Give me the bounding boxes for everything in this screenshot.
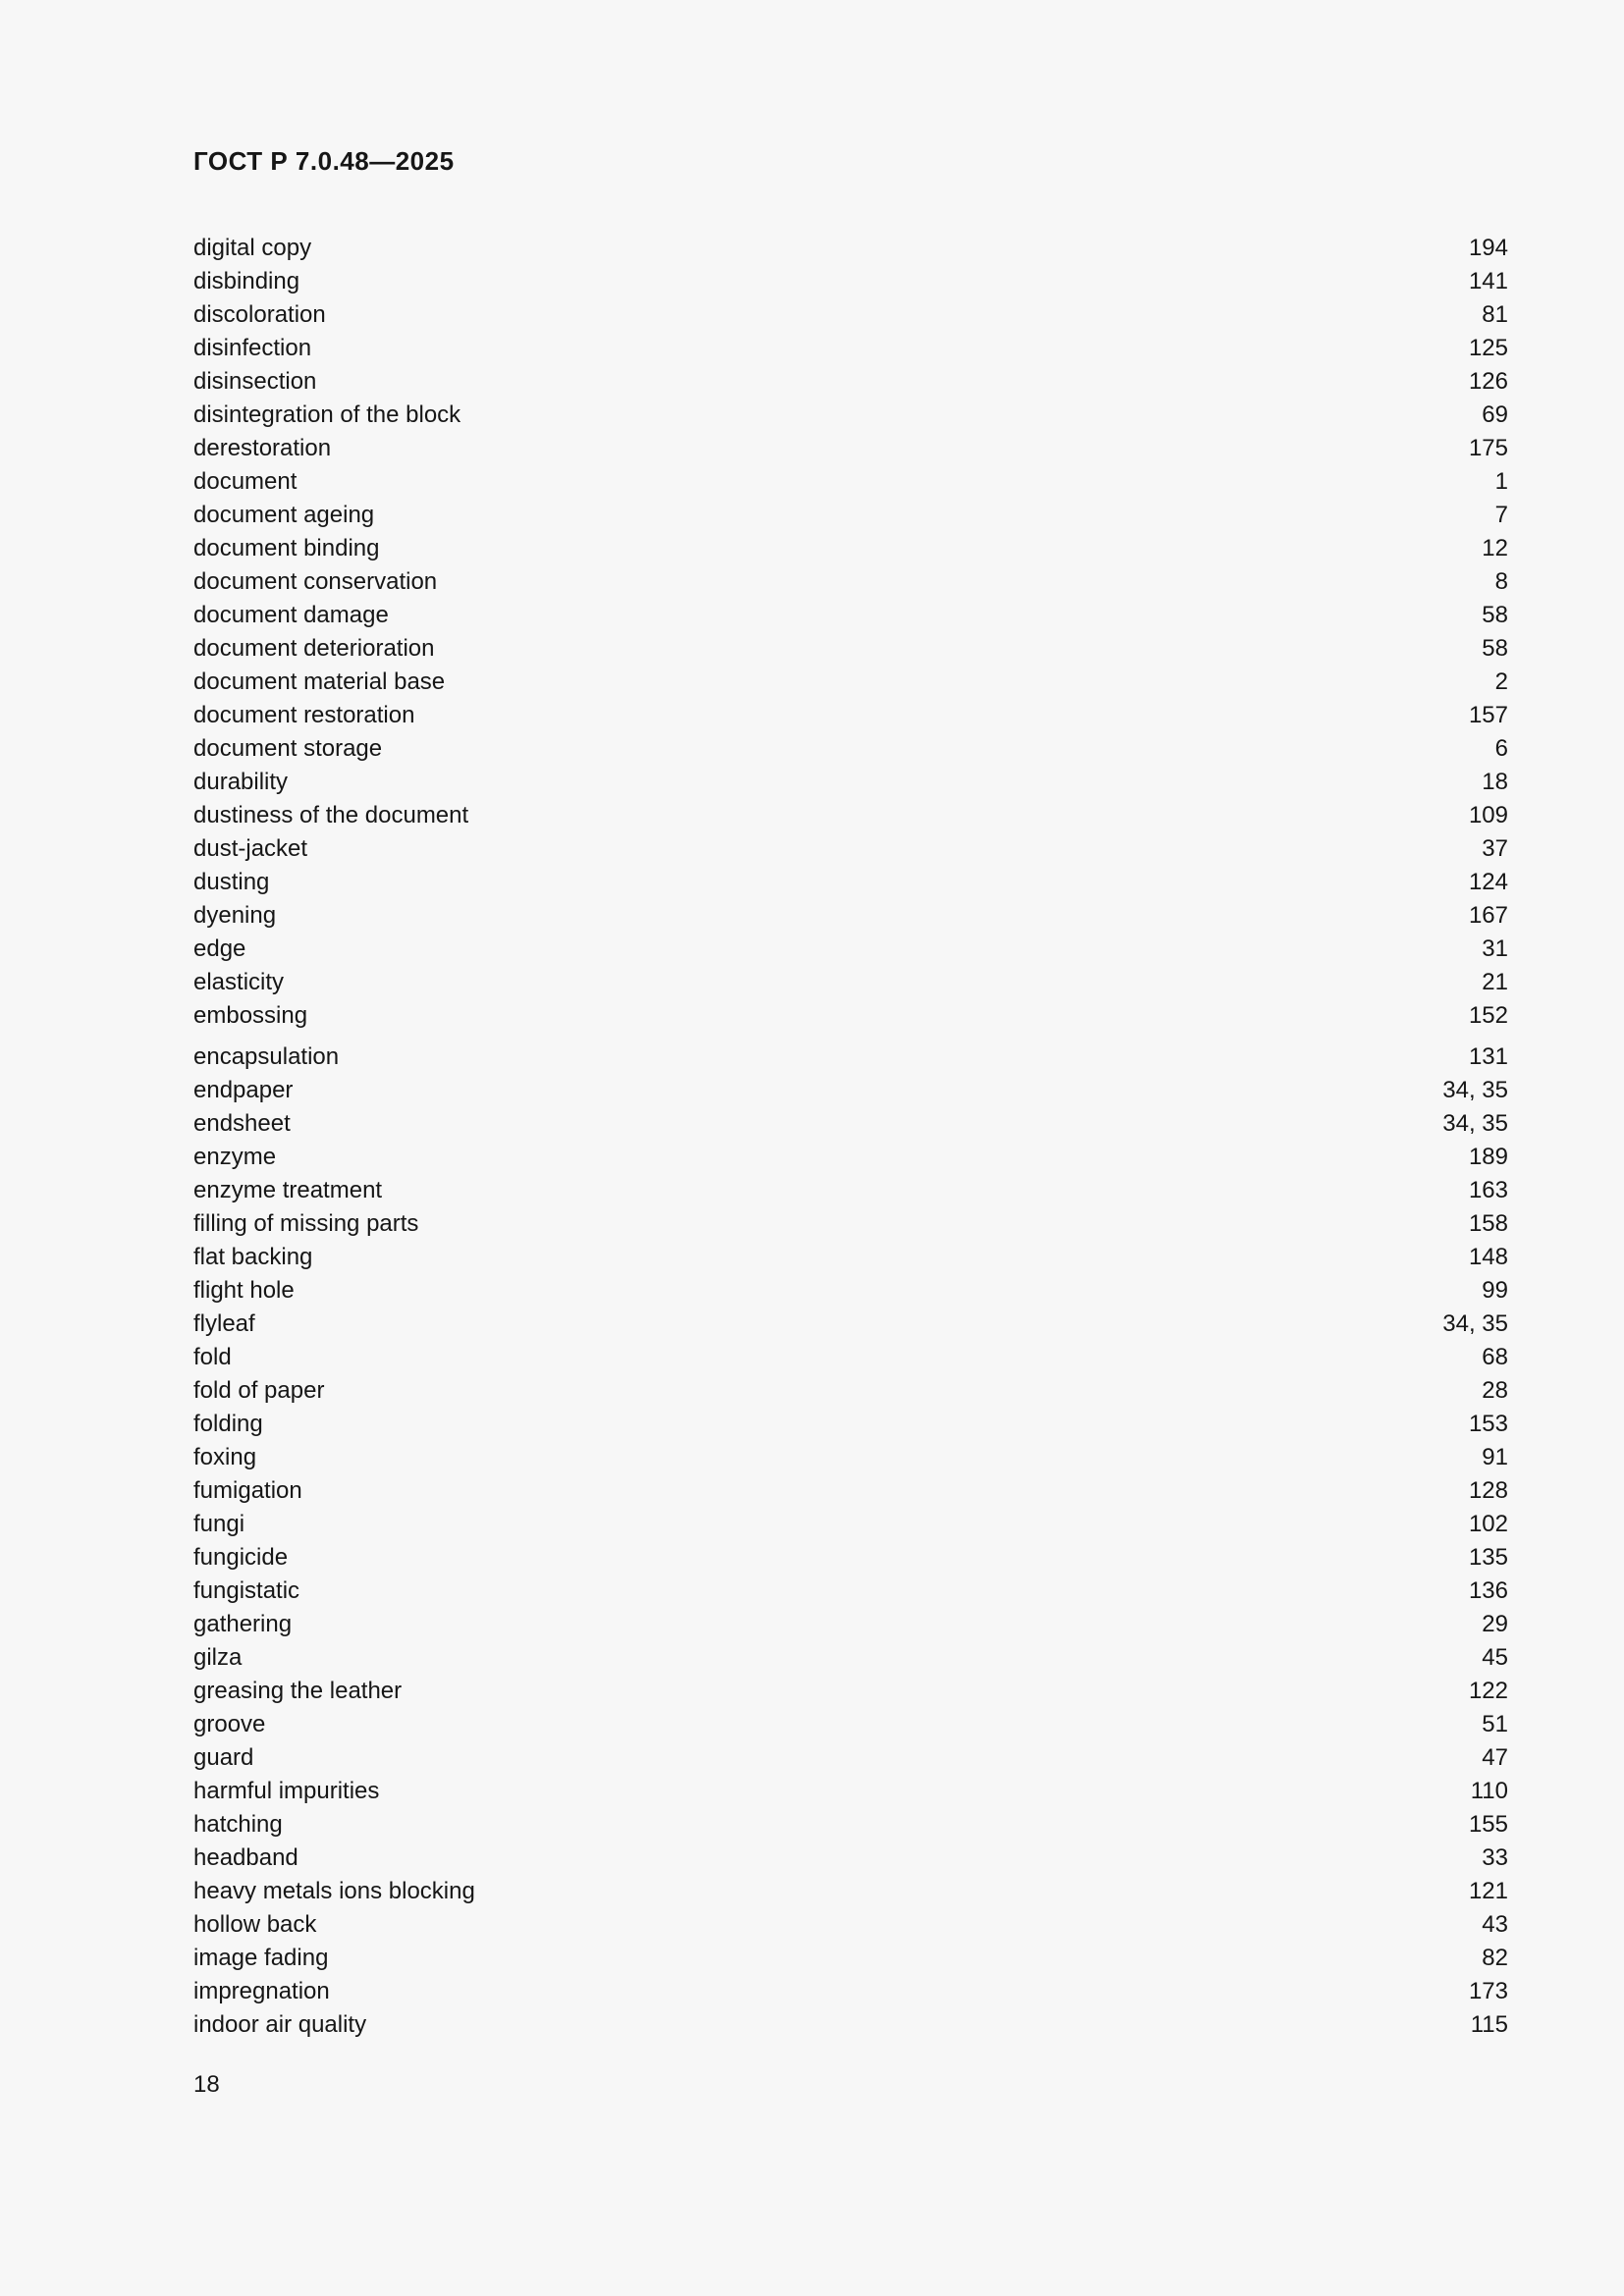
index-entry — [193, 1341, 1508, 1374]
index-reference: 131 — [1468, 1043, 1508, 1070]
index-entry — [193, 1408, 1508, 1441]
index-entry — [193, 1274, 1508, 1308]
index-term: document damage — [193, 602, 389, 628]
index-entry — [193, 1107, 1508, 1141]
index-reference: 34, 35 — [1442, 1077, 1508, 1103]
index-entry — [193, 1608, 1508, 1641]
index-entry — [193, 966, 1508, 999]
index-entry — [193, 599, 1508, 632]
index-reference: 58 — [1482, 635, 1508, 662]
index-term: document deterioration — [193, 635, 435, 662]
index-term: image fading — [193, 1945, 329, 1971]
index-entry — [193, 232, 1508, 265]
index-reference: 189 — [1468, 1144, 1508, 1170]
index-entry — [193, 1575, 1508, 1608]
index-entry — [193, 1641, 1508, 1675]
index-term: enzyme treatment — [193, 1177, 383, 1203]
index-entry — [193, 1942, 1508, 1975]
index-reference: 155 — [1468, 1811, 1508, 1838]
index-reference: 125 — [1468, 335, 1508, 361]
index-entry — [193, 1308, 1508, 1341]
index-term: durability — [193, 769, 289, 795]
index-entry — [193, 1508, 1508, 1541]
index-entry — [193, 866, 1508, 899]
index-term: endsheet — [193, 1110, 291, 1137]
index-entry — [193, 1541, 1508, 1575]
index-reference: 136 — [1468, 1577, 1508, 1604]
index-entry — [193, 632, 1508, 666]
index-entry — [193, 499, 1508, 532]
index-reference: 115 — [1470, 2011, 1508, 2038]
index-entry — [193, 1842, 1508, 1875]
document-standard-header: ГОСТ Р 7.0.48—2025 — [193, 146, 455, 176]
index-term: document conservation — [193, 568, 438, 595]
index-term: groove — [193, 1711, 266, 1737]
page-number: 18 — [193, 2071, 220, 2098]
index-term: hollow back — [193, 1911, 317, 1938]
index-reference: 33 — [1482, 1844, 1508, 1871]
index-reference: 148 — [1468, 1244, 1508, 1270]
index-term: impregnation — [193, 1978, 330, 2004]
index-reference: 135 — [1468, 1544, 1508, 1571]
index-reference: 124 — [1468, 869, 1508, 895]
index-entry — [193, 332, 1508, 365]
index-term: dyening — [193, 902, 277, 929]
index-entry — [193, 1708, 1508, 1741]
index-reference: 167 — [1468, 902, 1508, 929]
index-entry — [193, 265, 1508, 298]
index-entry — [193, 1074, 1508, 1107]
index-term: enzyme — [193, 1144, 277, 1170]
index-reference: 34, 35 — [1442, 1310, 1508, 1337]
index-reference: 28 — [1482, 1377, 1508, 1404]
index-term: fumigation — [193, 1477, 302, 1504]
index-term: greasing the leather — [193, 1678, 403, 1704]
index-reference: 7 — [1494, 502, 1508, 528]
index-reference: 110 — [1470, 1778, 1508, 1804]
index-reference: 29 — [1482, 1611, 1508, 1637]
index-entry — [193, 1775, 1508, 1808]
index-entry — [193, 1207, 1508, 1241]
index-term: flat backing — [193, 1244, 313, 1270]
index-reference: 102 — [1468, 1511, 1508, 1537]
index-reference: 109 — [1468, 802, 1508, 828]
index-entry — [193, 565, 1508, 599]
index-term: flight hole — [193, 1277, 295, 1304]
index-entry — [193, 1808, 1508, 1842]
index-entry — [193, 1174, 1508, 1207]
index-reference: 12 — [1482, 535, 1508, 561]
index-term: elasticity — [193, 969, 285, 995]
index-entry — [193, 1975, 1508, 2008]
index-reference: 34, 35 — [1442, 1110, 1508, 1137]
index-reference: 18 — [1482, 769, 1508, 795]
index-term: dust-jacket — [193, 835, 308, 862]
index-reference: 6 — [1494, 735, 1508, 762]
index-entry — [193, 532, 1508, 565]
index-entry — [193, 465, 1508, 499]
index-reference: 43 — [1482, 1911, 1508, 1938]
index-entry — [193, 799, 1508, 832]
index-entry — [193, 999, 1508, 1033]
index-entry — [193, 1241, 1508, 1274]
index-term: edge — [193, 935, 246, 962]
index-term: document ageing — [193, 502, 375, 528]
index-reference: 8 — [1494, 568, 1508, 595]
index-term: dusting — [193, 869, 270, 895]
index-entry — [193, 832, 1508, 866]
index-term: fungicide — [193, 1544, 289, 1571]
index-term: folding — [193, 1411, 263, 1437]
index-reference: 31 — [1482, 935, 1508, 962]
index-term: document storage — [193, 735, 383, 762]
index-entry — [193, 1908, 1508, 1942]
index-term: embossing — [193, 1002, 308, 1029]
index-term: disinsection — [193, 368, 317, 395]
index-reference: 141 — [1468, 268, 1508, 294]
index-reference: 21 — [1482, 969, 1508, 995]
index-term: filling of missing parts — [193, 1210, 419, 1237]
index-term: digital copy — [193, 235, 312, 261]
index-reference: 81 — [1482, 301, 1508, 328]
index-term: heavy metals ions blocking — [193, 1878, 475, 1904]
index-reference: 69 — [1482, 401, 1508, 428]
index-entry — [193, 1675, 1508, 1708]
index-term: document restoration — [193, 702, 415, 728]
index-term: encapsulation — [193, 1043, 340, 1070]
index-term: fold of paper — [193, 1377, 325, 1404]
index-term: endpaper — [193, 1077, 294, 1103]
index-reference: 126 — [1468, 368, 1508, 395]
index-entry — [193, 1041, 1508, 1074]
index-reference: 82 — [1482, 1945, 1508, 1971]
index-reference: 91 — [1482, 1444, 1508, 1470]
index-reference: 128 — [1468, 1477, 1508, 1504]
index-reference: 173 — [1468, 1978, 1508, 2004]
index-reference: 194 — [1468, 235, 1508, 261]
index-entry — [193, 1374, 1508, 1408]
index-entry — [193, 1741, 1508, 1775]
index-term: foxing — [193, 1444, 257, 1470]
index-entry — [193, 365, 1508, 399]
index-reference: 47 — [1482, 1744, 1508, 1771]
index-reference: 121 — [1468, 1878, 1508, 1904]
index-term: fold — [193, 1344, 232, 1370]
index-term: disinfection — [193, 335, 312, 361]
index-term: dustiness of the document — [193, 802, 469, 828]
index-term: fungistatic — [193, 1577, 300, 1604]
index-entry — [193, 298, 1508, 332]
index-reference: 45 — [1482, 1644, 1508, 1671]
index-reference: 153 — [1468, 1411, 1508, 1437]
index-term: discoloration — [193, 301, 326, 328]
index-term: guard — [193, 1744, 254, 1771]
index-term: hatching — [193, 1811, 283, 1838]
index-entry — [193, 1875, 1508, 1908]
index-reference: 68 — [1482, 1344, 1508, 1370]
index-reference: 157 — [1468, 702, 1508, 728]
index-term: headband — [193, 1844, 298, 1871]
index-reference: 1 — [1494, 468, 1508, 495]
index-term: document material base — [193, 668, 446, 695]
index-term: indoor air quality — [193, 2011, 367, 2038]
index-entry — [193, 1141, 1508, 1174]
index-term: document — [193, 468, 298, 495]
index-term: disintegration of the block — [193, 401, 461, 428]
index-reference: 2 — [1494, 668, 1508, 695]
index-entry — [193, 399, 1508, 432]
index-reference: 51 — [1482, 1711, 1508, 1737]
term-index-list — [193, 232, 1508, 2042]
index-term: derestoration — [193, 435, 332, 461]
index-reference: 99 — [1482, 1277, 1508, 1304]
index-entry — [193, 666, 1508, 699]
index-term: flyleaf — [193, 1310, 255, 1337]
index-term: disbinding — [193, 268, 300, 294]
index-entry — [193, 732, 1508, 766]
index-term: gilza — [193, 1644, 243, 1671]
index-reference: 122 — [1468, 1678, 1508, 1704]
index-reference: 58 — [1482, 602, 1508, 628]
index-entry — [193, 1474, 1508, 1508]
index-entry — [193, 699, 1508, 732]
index-entry — [193, 432, 1508, 465]
index-term: harmful impurities — [193, 1778, 380, 1804]
index-entry — [193, 1441, 1508, 1474]
index-reference: 175 — [1468, 435, 1508, 461]
index-term: gathering — [193, 1611, 293, 1637]
index-reference: 163 — [1468, 1177, 1508, 1203]
index-reference: 37 — [1482, 835, 1508, 862]
index-reference: 158 — [1468, 1210, 1508, 1237]
index-entry — [193, 933, 1508, 966]
index-reference: 152 — [1468, 1002, 1508, 1029]
index-entry — [193, 2008, 1508, 2042]
index-term: fungi — [193, 1511, 245, 1537]
index-entry — [193, 899, 1508, 933]
index-term: document binding — [193, 535, 380, 561]
index-entry — [193, 766, 1508, 799]
